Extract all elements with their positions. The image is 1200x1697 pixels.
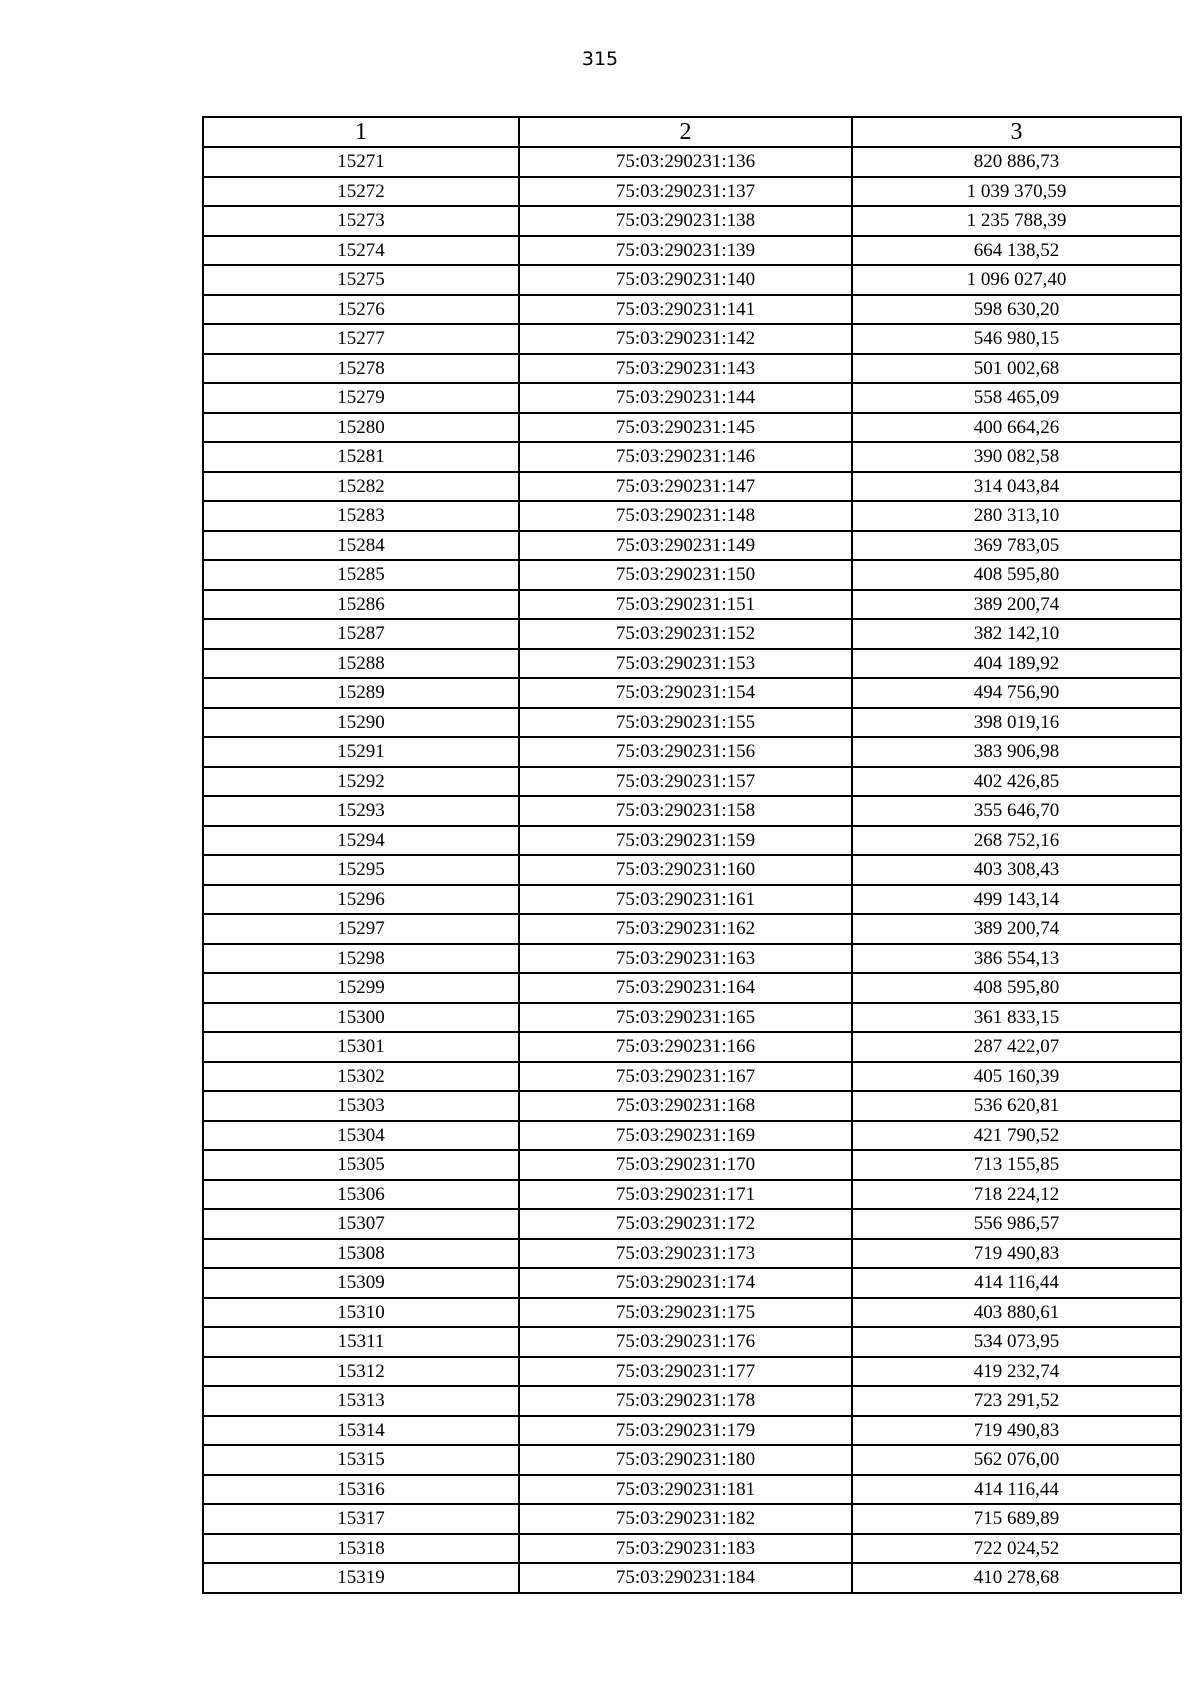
- value-cell: 719 490,83: [852, 1239, 1181, 1269]
- cadastral-number-cell: 75:03:290231:156: [519, 737, 852, 767]
- table-row: [203, 560, 1181, 590]
- row-number-cell: 15294: [203, 826, 519, 856]
- value-cell: 280 313,10: [852, 501, 1181, 531]
- cadastral-number-cell: 75:03:290231:174: [519, 1268, 852, 1298]
- cadastral-number-cell: 75:03:290231:184: [519, 1563, 852, 1593]
- value-cell: 404 189,92: [852, 649, 1181, 679]
- value-cell: 405 160,39: [852, 1062, 1181, 1092]
- cadastral-number-cell: 75:03:290231:164: [519, 973, 852, 1003]
- cadastral-number-cell: 75:03:290231:182: [519, 1504, 852, 1534]
- row-number-cell: 15308: [203, 1239, 519, 1269]
- table-row: [203, 236, 1181, 266]
- cadastral-number-cell: 75:03:290231:137: [519, 177, 852, 207]
- row-number-cell: 15301: [203, 1032, 519, 1062]
- cadastral-number-cell: 75:03:290231:141: [519, 295, 852, 325]
- row-number-cell: 15299: [203, 973, 519, 1003]
- value-cell: 390 082,58: [852, 442, 1181, 472]
- table-row: [203, 1209, 1181, 1239]
- row-number-cell: 15303: [203, 1091, 519, 1121]
- value-cell: 414 116,44: [852, 1268, 1181, 1298]
- value-cell: 722 024,52: [852, 1534, 1181, 1564]
- row-number-cell: 15286: [203, 590, 519, 620]
- table-row: [203, 501, 1181, 531]
- row-number-cell: 15306: [203, 1180, 519, 1210]
- cadastral-number-cell: 75:03:290231:154: [519, 678, 852, 708]
- value-cell: 501 002,68: [852, 354, 1181, 384]
- value-cell: 361 833,15: [852, 1003, 1181, 1033]
- value-cell: 1 235 788,39: [852, 206, 1181, 236]
- cadastral-number-cell: 75:03:290231:151: [519, 590, 852, 620]
- row-number-cell: 15292: [203, 767, 519, 797]
- row-number-cell: 15313: [203, 1386, 519, 1416]
- table-row: [203, 1032, 1181, 1062]
- table-row: [203, 1091, 1181, 1121]
- value-cell: 718 224,12: [852, 1180, 1181, 1210]
- row-number-cell: 15275: [203, 265, 519, 295]
- value-cell: 1 096 027,40: [852, 265, 1181, 295]
- table-row: [203, 1445, 1181, 1475]
- row-number-cell: 15280: [203, 413, 519, 443]
- value-cell: 820 886,73: [852, 147, 1181, 177]
- cadastral-number-cell: 75:03:290231:172: [519, 1209, 852, 1239]
- cadastral-number-cell: 75:03:290231:163: [519, 944, 852, 974]
- table-header: [203, 117, 1181, 147]
- cadastral-number-cell: 75:03:290231:181: [519, 1475, 852, 1505]
- value-cell: 408 595,80: [852, 560, 1181, 590]
- table-row: [203, 383, 1181, 413]
- table-row: [203, 678, 1181, 708]
- value-cell: 287 422,07: [852, 1032, 1181, 1062]
- value-cell: 723 291,52: [852, 1386, 1181, 1416]
- table-row: [203, 855, 1181, 885]
- column-header-1: 1: [203, 117, 519, 147]
- cadastral-number-cell: 75:03:290231:142: [519, 324, 852, 354]
- table-row: [203, 796, 1181, 826]
- table-row: [203, 295, 1181, 325]
- table-row: [203, 1268, 1181, 1298]
- table-row: [203, 1327, 1181, 1357]
- table-row: [203, 324, 1181, 354]
- cadastral-number-cell: 75:03:290231:167: [519, 1062, 852, 1092]
- table-row: [203, 1534, 1181, 1564]
- value-cell: 403 880,61: [852, 1298, 1181, 1328]
- cadastral-number-cell: 75:03:290231:176: [519, 1327, 852, 1357]
- cadastral-number-cell: 75:03:290231:161: [519, 885, 852, 915]
- row-number-cell: 15276: [203, 295, 519, 325]
- value-cell: 719 490,83: [852, 1416, 1181, 1446]
- cadastral-number-cell: 75:03:290231:157: [519, 767, 852, 797]
- table-row: [203, 206, 1181, 236]
- value-cell: 664 138,52: [852, 236, 1181, 266]
- value-cell: 389 200,74: [852, 914, 1181, 944]
- cadastral-number-cell: 75:03:290231:173: [519, 1239, 852, 1269]
- table-row: [203, 531, 1181, 561]
- table-row: [203, 1121, 1181, 1151]
- row-number-cell: 15305: [203, 1150, 519, 1180]
- table-row: [203, 914, 1181, 944]
- cadastral-number-cell: 75:03:290231:162: [519, 914, 852, 944]
- table-row: [203, 354, 1181, 384]
- cadastral-number-cell: 75:03:290231:160: [519, 855, 852, 885]
- row-number-cell: 15290: [203, 708, 519, 738]
- value-cell: 314 043,84: [852, 472, 1181, 502]
- row-number-cell: 15288: [203, 649, 519, 679]
- table-row: [203, 1239, 1181, 1269]
- row-number-cell: 15289: [203, 678, 519, 708]
- cadastral-number-cell: 75:03:290231:138: [519, 206, 852, 236]
- row-number-cell: 15310: [203, 1298, 519, 1328]
- table-row: [203, 1504, 1181, 1534]
- table-body: [203, 147, 1181, 1593]
- cadastral-number-cell: 75:03:290231:153: [519, 649, 852, 679]
- cadastral-number-cell: 75:03:290231:177: [519, 1357, 852, 1387]
- row-number-cell: 15293: [203, 796, 519, 826]
- row-number-cell: 15311: [203, 1327, 519, 1357]
- table-row: [203, 708, 1181, 738]
- row-number-cell: 15281: [203, 442, 519, 472]
- row-number-cell: 15296: [203, 885, 519, 915]
- row-number-cell: 15278: [203, 354, 519, 384]
- cadastral-number-cell: 75:03:290231:143: [519, 354, 852, 384]
- value-cell: 408 595,80: [852, 973, 1181, 1003]
- value-cell: 494 756,90: [852, 678, 1181, 708]
- value-cell: 499 143,14: [852, 885, 1181, 915]
- cadastral-number-cell: 75:03:290231:175: [519, 1298, 852, 1328]
- column-header-3: 3: [852, 117, 1181, 147]
- table-row: [203, 1180, 1181, 1210]
- row-number-cell: 15314: [203, 1416, 519, 1446]
- row-number-cell: 15300: [203, 1003, 519, 1033]
- table-row: [203, 1003, 1181, 1033]
- cadastral-number-cell: 75:03:290231:180: [519, 1445, 852, 1475]
- value-cell: 382 142,10: [852, 619, 1181, 649]
- table-row: [203, 442, 1181, 472]
- value-cell: 1 039 370,59: [852, 177, 1181, 207]
- value-cell: 386 554,13: [852, 944, 1181, 974]
- table-row: [203, 590, 1181, 620]
- cadastral-number-cell: 75:03:290231:139: [519, 236, 852, 266]
- table-row: [203, 737, 1181, 767]
- table-row: [203, 619, 1181, 649]
- table-row: [203, 649, 1181, 679]
- value-cell: 598 630,20: [852, 295, 1181, 325]
- row-number-cell: 15307: [203, 1209, 519, 1239]
- cadastral-number-cell: 75:03:290231:183: [519, 1534, 852, 1564]
- table-row: [203, 177, 1181, 207]
- cadastral-number-cell: 75:03:290231:178: [519, 1386, 852, 1416]
- row-number-cell: 15304: [203, 1121, 519, 1151]
- value-cell: 558 465,09: [852, 383, 1181, 413]
- cadastral-number-cell: 75:03:290231:148: [519, 501, 852, 531]
- value-cell: 398 019,16: [852, 708, 1181, 738]
- table-row: [203, 147, 1181, 177]
- value-cell: 402 426,85: [852, 767, 1181, 797]
- cadastral-number-cell: 75:03:290231:179: [519, 1416, 852, 1446]
- value-cell: 713 155,85: [852, 1150, 1181, 1180]
- table-row: [203, 944, 1181, 974]
- value-cell: 534 073,95: [852, 1327, 1181, 1357]
- row-number-cell: 15319: [203, 1563, 519, 1593]
- table-row: [203, 767, 1181, 797]
- value-cell: 355 646,70: [852, 796, 1181, 826]
- row-number-cell: 15298: [203, 944, 519, 974]
- table-row: [203, 1150, 1181, 1180]
- table-row: [203, 826, 1181, 856]
- value-cell: 421 790,52: [852, 1121, 1181, 1151]
- cadastral-number-cell: 75:03:290231:136: [519, 147, 852, 177]
- table-row: [203, 973, 1181, 1003]
- table-row: [203, 1416, 1181, 1446]
- cadastral-number-cell: 75:03:290231:145: [519, 413, 852, 443]
- row-number-cell: 15317: [203, 1504, 519, 1534]
- table-row: [203, 1386, 1181, 1416]
- value-cell: 419 232,74: [852, 1357, 1181, 1387]
- value-cell: 389 200,74: [852, 590, 1181, 620]
- cadastral-number-cell: 75:03:290231:147: [519, 472, 852, 502]
- value-cell: 410 278,68: [852, 1563, 1181, 1593]
- row-number-cell: 15285: [203, 560, 519, 590]
- data-table: [202, 116, 1182, 1594]
- table-row: [203, 413, 1181, 443]
- value-cell: 562 076,00: [852, 1445, 1181, 1475]
- cadastral-number-cell: 75:03:290231:152: [519, 619, 852, 649]
- value-cell: 536 620,81: [852, 1091, 1181, 1121]
- row-number-cell: 15316: [203, 1475, 519, 1505]
- table-row: [203, 1357, 1181, 1387]
- table-row: [203, 265, 1181, 295]
- cadastral-number-cell: 75:03:290231:166: [519, 1032, 852, 1062]
- row-number-cell: 15312: [203, 1357, 519, 1387]
- row-number-cell: 15282: [203, 472, 519, 502]
- cadastral-number-cell: 75:03:290231:169: [519, 1121, 852, 1151]
- value-cell: 556 986,57: [852, 1209, 1181, 1239]
- row-number-cell: 15277: [203, 324, 519, 354]
- value-cell: 268 752,16: [852, 826, 1181, 856]
- cadastral-number-cell: 75:03:290231:158: [519, 796, 852, 826]
- row-number-cell: 15272: [203, 177, 519, 207]
- table-row: [203, 1563, 1181, 1593]
- table-row: [203, 1298, 1181, 1328]
- row-number-cell: 15302: [203, 1062, 519, 1092]
- cadastral-number-cell: 75:03:290231:146: [519, 442, 852, 472]
- row-number-cell: 15274: [203, 236, 519, 266]
- cadastral-number-cell: 75:03:290231:171: [519, 1180, 852, 1210]
- cadastral-number-cell: 75:03:290231:168: [519, 1091, 852, 1121]
- row-number-cell: 15284: [203, 531, 519, 561]
- value-cell: 546 980,15: [852, 324, 1181, 354]
- row-number-cell: 15271: [203, 147, 519, 177]
- header-row: [203, 117, 1181, 147]
- column-header-2: 2: [519, 117, 852, 147]
- row-number-cell: 15283: [203, 501, 519, 531]
- value-cell: 403 308,43: [852, 855, 1181, 885]
- page-number: 315: [581, 48, 619, 70]
- cadastral-number-cell: 75:03:290231:170: [519, 1150, 852, 1180]
- cadastral-number-cell: 75:03:290231:155: [519, 708, 852, 738]
- row-number-cell: 15287: [203, 619, 519, 649]
- cadastral-number-cell: 75:03:290231:150: [519, 560, 852, 590]
- value-cell: 414 116,44: [852, 1475, 1181, 1505]
- row-number-cell: 15297: [203, 914, 519, 944]
- value-cell: 383 906,98: [852, 737, 1181, 767]
- cadastral-number-cell: 75:03:290231:140: [519, 265, 852, 295]
- row-number-cell: 15295: [203, 855, 519, 885]
- table-row: [203, 472, 1181, 502]
- value-cell: 715 689,89: [852, 1504, 1181, 1534]
- cadastral-number-cell: 75:03:290231:159: [519, 826, 852, 856]
- table-row: [203, 1475, 1181, 1505]
- row-number-cell: 15279: [203, 383, 519, 413]
- row-number-cell: 15318: [203, 1534, 519, 1564]
- row-number-cell: 15273: [203, 206, 519, 236]
- table-row: [203, 885, 1181, 915]
- table-row: [203, 1062, 1181, 1092]
- value-cell: 369 783,05: [852, 531, 1181, 561]
- cadastral-number-cell: 75:03:290231:144: [519, 383, 852, 413]
- cadastral-number-cell: 75:03:290231:165: [519, 1003, 852, 1033]
- row-number-cell: 15315: [203, 1445, 519, 1475]
- cadastral-number-cell: 75:03:290231:149: [519, 531, 852, 561]
- row-number-cell: 15291: [203, 737, 519, 767]
- row-number-cell: 15309: [203, 1268, 519, 1298]
- value-cell: 400 664,26: [852, 413, 1181, 443]
